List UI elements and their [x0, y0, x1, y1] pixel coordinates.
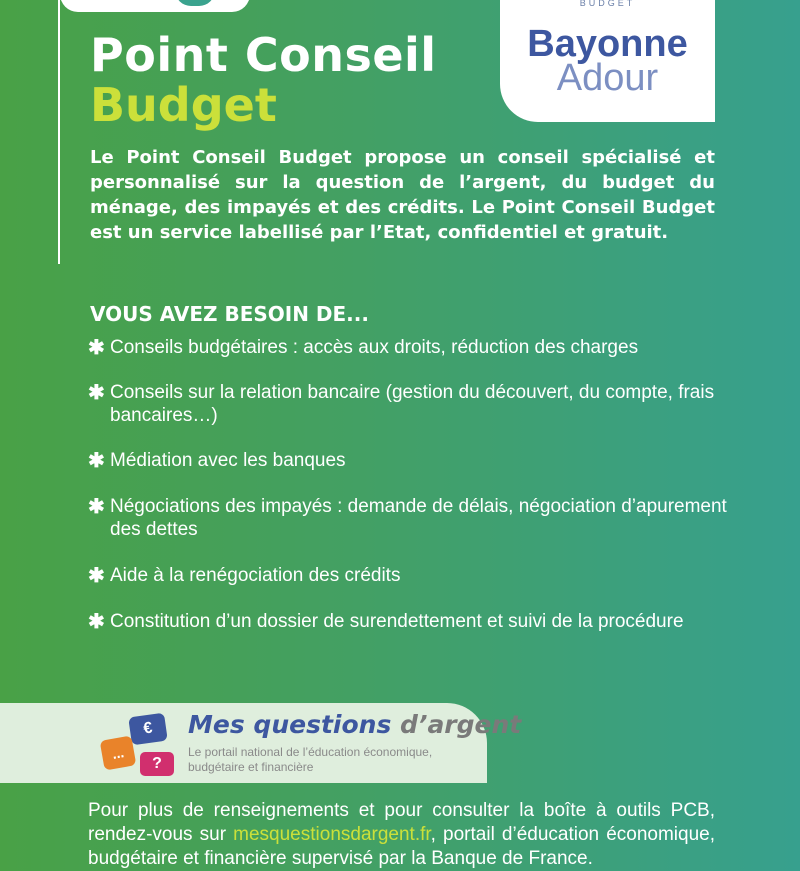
bayonne-adour-logo	[500, 0, 715, 122]
logo-line2: Adour	[556, 57, 659, 99]
page-title-line2: Budget	[90, 78, 277, 132]
banner-title-part1: Mes questions	[188, 710, 392, 739]
asterisk-icon: ✱	[88, 382, 105, 404]
needs-heading: VOUS AVEZ BESOIN DE...	[90, 302, 369, 326]
footer-text-before: Pour plus de renseignements et pour consulter la boîte à outils PCB, rendez-vous sur	[88, 800, 715, 845]
list-item-text: Médiation avec les banques	[110, 450, 346, 471]
left-vertical-rule	[58, 0, 60, 264]
asterisk-icon: ✱	[88, 450, 105, 472]
banner-subtitle: Le portail national de l’éducation économique, budgétaire et financière	[188, 745, 433, 774]
list-item-text: Aide à la renégociation des crédits	[110, 565, 401, 586]
list-item-text: Conseils sur la relation bancaire (gestion du découvert, du compte, frais bancaires…)	[110, 382, 715, 426]
asterisk-icon: ✱	[88, 611, 105, 633]
logo-small-text: BUDGET	[579, 0, 636, 8]
list-item-text: Négociations des impayés : demande de délais, négociation d’apurement des dettes	[110, 496, 727, 540]
footer-paragraph	[88, 799, 715, 871]
page-title-line1: Point Conseil	[90, 28, 437, 82]
list-item	[88, 564, 728, 587]
list-item-text: Constitution d’un dossier de surendettement et suivi de la procédure	[110, 611, 684, 632]
ellipsis-speech-bubble-icon: ...	[100, 735, 137, 770]
footer-text-after: , portail d’éducation économique, budgétaire et financière supervisé par la Banque de France.	[88, 824, 715, 869]
asterisk-icon: ✱	[88, 337, 105, 359]
intro-paragraph: Le Point Conseil Budget propose un conseil spécialisé et personnalisé sur la question de l’argent, du budget du ménage, des impayés et des crédits. Le Point Conseil Budget est un service labellisé par l’Etat, confidentiel et gratuit.	[90, 147, 715, 243]
asterisk-icon: ✱	[88, 496, 105, 518]
list-item	[88, 449, 728, 472]
question-speech-bubble-icon: ?	[140, 752, 174, 776]
logo-line1: Bayonne	[527, 23, 688, 65]
footer-link[interactable]: mesquestionsdargent.fr	[233, 824, 431, 845]
needs-list	[88, 336, 728, 633]
banner-title-part2: d’argent	[400, 710, 522, 739]
list-item	[88, 610, 728, 633]
banner-title	[188, 708, 521, 742]
list-item	[88, 381, 728, 427]
top-tab-decoration	[60, 0, 250, 12]
asterisk-icon: ✱	[88, 565, 105, 587]
euro-speech-bubble-icon: €	[128, 713, 168, 746]
list-item-text: Conseils budgétaires : accès aux droits, réduction des charges	[110, 337, 639, 358]
list-item	[88, 336, 728, 359]
list-item	[88, 495, 728, 541]
